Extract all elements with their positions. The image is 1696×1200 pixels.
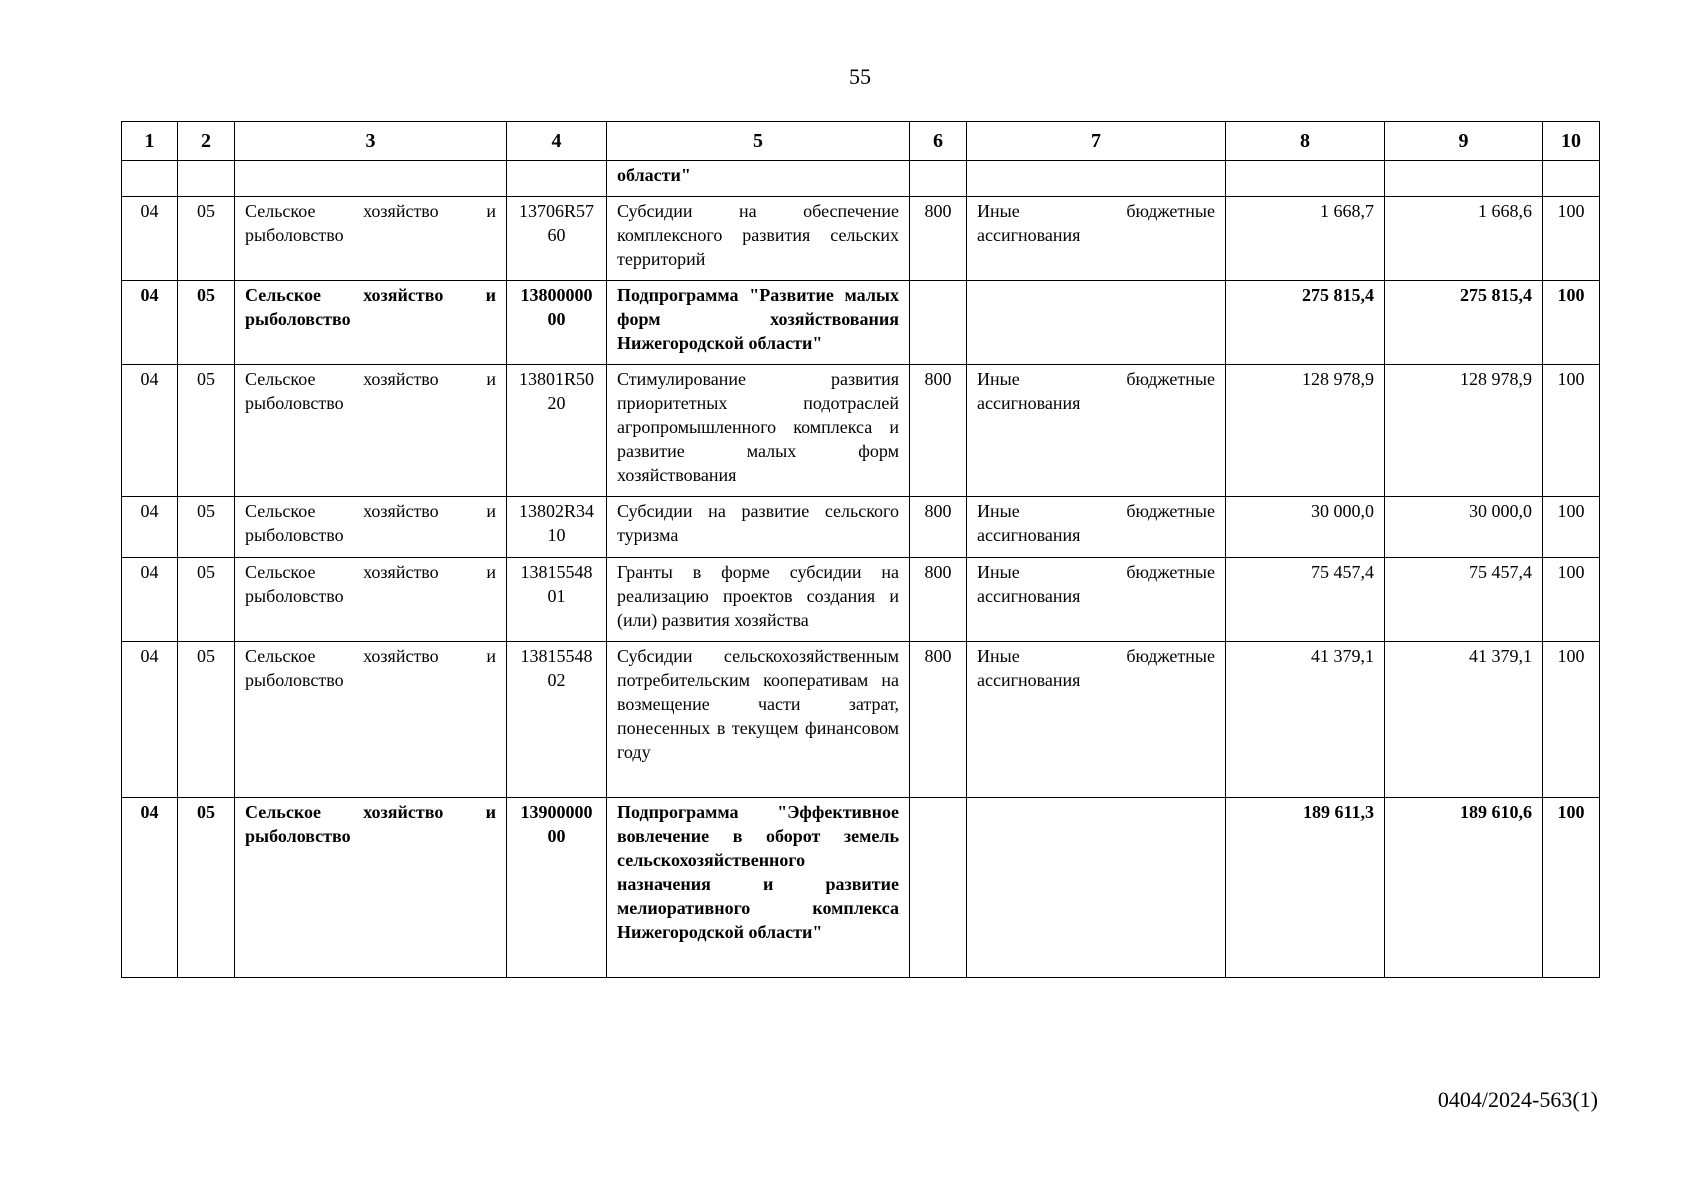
- header-row: [122, 122, 1600, 161]
- expense-type-code: [910, 161, 967, 197]
- expense-type-name: [967, 798, 1226, 978]
- section-code: [122, 161, 178, 197]
- target-article-name: области": [607, 161, 910, 197]
- subsection-code: 05: [178, 365, 235, 497]
- target-article-name: Подпрограмма "Развитие малых форм хозяйствования Нижегородской области": [607, 281, 910, 365]
- target-article-code: 13706R5760: [507, 197, 607, 281]
- target-article-code: 1380000000: [507, 281, 607, 365]
- table-row: [122, 642, 1600, 798]
- target-article-name: Подпрограмма "Эффективное вовлечение в оборот земель сельскохозяйственного назначения и развитие мелиоративного комплекса Нижегородской области": [607, 798, 910, 978]
- subsection-code: [178, 161, 235, 197]
- section-code: 04: [122, 558, 178, 642]
- section-name: Сельское хозяйство и рыболовство: [235, 558, 507, 642]
- section-name: Сельское хозяйство и рыболовство: [235, 642, 507, 798]
- table-row: [122, 281, 1600, 365]
- expense-type-code: 800: [910, 497, 967, 558]
- subsection-code: 05: [178, 798, 235, 978]
- executed-amount: 189 610,6: [1385, 798, 1543, 978]
- table-row: [122, 798, 1600, 978]
- column-header: 9: [1385, 122, 1543, 161]
- table-row: [122, 497, 1600, 558]
- executed-amount: 275 815,4: [1385, 281, 1543, 365]
- planned-amount: [1226, 161, 1385, 197]
- target-article-name: Стимулирование развития приоритетных подотраслей агропромышленного комплекса и развитие малых форм хозяйствования: [607, 365, 910, 497]
- subsection-code: 05: [178, 642, 235, 798]
- section-name: Сельское хозяйство и рыболовство: [235, 365, 507, 497]
- section-name: Сельское хозяйство и рыболовство: [235, 197, 507, 281]
- expense-type-code: 800: [910, 642, 967, 798]
- execution-percent: [1543, 161, 1600, 197]
- target-article-code: 13801R5020: [507, 365, 607, 497]
- executed-amount: 1 668,6: [1385, 197, 1543, 281]
- subsection-code: 05: [178, 558, 235, 642]
- table-row: [122, 161, 1600, 197]
- planned-amount: 275 815,4: [1226, 281, 1385, 365]
- execution-percent: 100: [1543, 497, 1600, 558]
- execution-percent: 100: [1543, 798, 1600, 978]
- executed-amount: 41 379,1: [1385, 642, 1543, 798]
- table-row: [122, 197, 1600, 281]
- planned-amount: 1 668,7: [1226, 197, 1385, 281]
- document-code: 0404/2024-563(1): [1437, 1087, 1598, 1112]
- column-header: 1: [122, 122, 178, 161]
- target-article-name: Субсидии на развитие сельского туризма: [607, 497, 910, 558]
- target-article-name: Субсидии на обеспечение комплексного развития сельских территорий: [607, 197, 910, 281]
- expense-type-name: [967, 281, 1226, 365]
- planned-amount: 128 978,9: [1226, 365, 1385, 497]
- column-header: 3: [235, 122, 507, 161]
- column-header: 10: [1543, 122, 1600, 161]
- planned-amount: 30 000,0: [1226, 497, 1385, 558]
- target-article-code: 1390000000: [507, 798, 607, 978]
- section-name: Сельское хозяйство и рыболовство: [235, 798, 507, 978]
- table-row: [122, 558, 1600, 642]
- expense-type-name: Иные бюджетные ассигнования: [967, 642, 1226, 798]
- subsection-code: 05: [178, 281, 235, 365]
- section-name: Сельское хозяйство и рыболовство: [235, 497, 507, 558]
- executed-amount: [1385, 161, 1543, 197]
- column-header: 8: [1226, 122, 1385, 161]
- section-code: 04: [122, 365, 178, 497]
- execution-percent: 100: [1543, 197, 1600, 281]
- expense-type-name: Иные бюджетные ассигнования: [967, 497, 1226, 558]
- column-header: 2: [178, 122, 235, 161]
- target-article-code: [507, 161, 607, 197]
- expense-type-name: Иные бюджетные ассигнования: [967, 197, 1226, 281]
- expense-type-code: 800: [910, 558, 967, 642]
- column-header: 7: [967, 122, 1226, 161]
- section-name: [235, 161, 507, 197]
- section-name: Сельское хозяйство и рыболовство: [235, 281, 507, 365]
- planned-amount: 41 379,1: [1226, 642, 1385, 798]
- execution-percent: 100: [1543, 281, 1600, 365]
- table-row: [122, 365, 1600, 497]
- execution-percent: 100: [1543, 642, 1600, 798]
- section-code: 04: [122, 497, 178, 558]
- expense-type-code: [910, 281, 967, 365]
- execution-percent: 100: [1543, 558, 1600, 642]
- page-number: 55: [849, 64, 871, 89]
- target-article-name: Субсидии сельскохозяйственным потребительским кооперативам на возмещение части затрат, понесенных в текущем финансовом году: [607, 642, 910, 798]
- executed-amount: 75 457,4: [1385, 558, 1543, 642]
- executed-amount: 30 000,0: [1385, 497, 1543, 558]
- executed-amount: 128 978,9: [1385, 365, 1543, 497]
- section-code: 04: [122, 798, 178, 978]
- expense-type-name: [967, 161, 1226, 197]
- expense-type-code: 800: [910, 197, 967, 281]
- expense-type-name: Иные бюджетные ассигнования: [967, 558, 1226, 642]
- section-code: 04: [122, 281, 178, 365]
- expense-type-code: 800: [910, 365, 967, 497]
- subsection-code: 05: [178, 197, 235, 281]
- target-article-name: Гранты в форме субсидии на реализацию проектов создания и (или) развития хозяйства: [607, 558, 910, 642]
- budget-table: [121, 121, 1600, 978]
- column-header: 6: [910, 122, 967, 161]
- execution-percent: 100: [1543, 365, 1600, 497]
- section-code: 04: [122, 642, 178, 798]
- subsection-code: 05: [178, 497, 235, 558]
- target-article-code: 1381554801: [507, 558, 607, 642]
- expense-type-code: [910, 798, 967, 978]
- target-article-code: 1381554802: [507, 642, 607, 798]
- planned-amount: 75 457,4: [1226, 558, 1385, 642]
- column-header: 4: [507, 122, 607, 161]
- expense-type-name: Иные бюджетные ассигнования: [967, 365, 1226, 497]
- target-article-code: 13802R3410: [507, 497, 607, 558]
- column-header: 5: [607, 122, 910, 161]
- planned-amount: 189 611,3: [1226, 798, 1385, 978]
- section-code: 04: [122, 197, 178, 281]
